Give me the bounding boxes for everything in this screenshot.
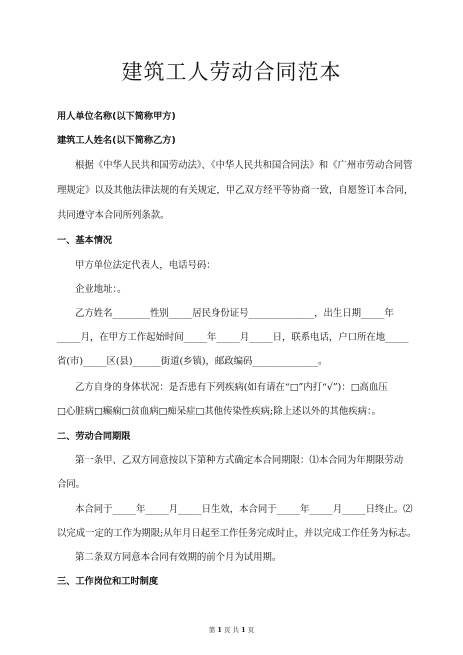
section-heading-basic-info: 一、基本情况: [57, 235, 113, 246]
worker-info-line-1: 乙方姓名________性别_____居民身份证号______________，出生日期_____年: [75, 308, 394, 319]
intro-paragraph-line-1: 根据《中华人民共和国劳动法》、《中华人民共和国合同法》和《广州市劳动合同管: [75, 160, 413, 171]
health-status-line-2: □心脏病□癫痫□贫血病□痴呆症□其他传染性疾病;除上述以外的其他疾病：。: [57, 406, 382, 417]
worker-info-line-2: _____月，在甲方工作起始时间_____年_____月_____日，联系电话，户口所在地_____: [57, 332, 409, 343]
article-1-line-1: 第一条甲、乙双方同意按以下第种方式确定本合同期限：⑴本合同为年期限劳动: [75, 455, 404, 466]
footer-current-page: 1: [217, 626, 222, 634]
document-title: 建筑工人劳动合同范本: [121, 60, 342, 84]
intro-paragraph-line-2: 理规定》以及其他法律法规的有关规定，甲乙双方经平等协商一致，自愿签订本合同，: [57, 185, 414, 196]
employer-label: 用人单位名称(以下简称甲方): [57, 111, 176, 122]
page-footer: [0, 625, 463, 634]
article-1-line-2: 合同。: [57, 479, 86, 490]
health-status-line-1: 乙方自身的身体状况：是否患有下列疾病(如有请在“□”内打“√”)：□高血压: [75, 382, 388, 393]
company-address-line: 企业地址：。: [75, 284, 127, 295]
legal-representative-line: 甲方单位法定代表人，电话号码：: [75, 260, 216, 271]
intro-paragraph-line-3: 共同遵守本合同所列条款。: [57, 210, 170, 221]
section-heading-position-hours: 三、工作岗位和工时制度: [57, 576, 159, 587]
article-2-probation: 第二条双方同意本合同有效期的前个月为试用期。: [75, 552, 282, 563]
worker-info-line-3: 省(市)_____区(县)______街道(乡镇)，邮政编码______________。: [57, 356, 328, 367]
worker-label: 建筑工人姓名(以下简称乙方): [57, 135, 176, 146]
contract-term-line-1: 本合同于_____年_____月_____日生效，本合同于_____年_____月_____日终止。⑵: [75, 504, 413, 515]
section-heading-contract-term: 二、劳动合同期限: [57, 431, 131, 442]
footer-suffix: 页: [247, 626, 255, 634]
footer-middle: 页 共: [223, 626, 240, 634]
footer-total-pages: 1: [241, 626, 246, 634]
footer-prefix: 第: [208, 626, 216, 634]
contract-term-line-2: 以完成一定的工作为期限;从年月日起至工作任务完成时止，并以完成工作任务为标志。: [57, 528, 417, 539]
